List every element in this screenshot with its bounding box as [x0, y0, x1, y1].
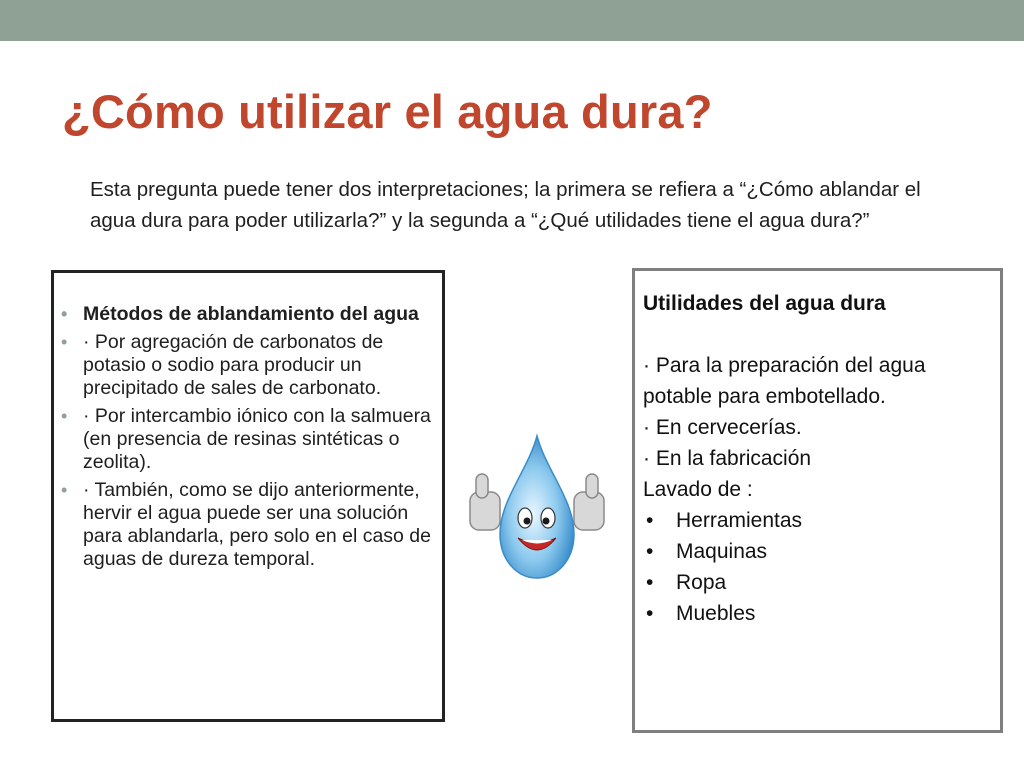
list-item: • · Por agregación de carbonatos de potasio o sodio para producir un precipitado de sales de carbonato.: [61, 331, 384, 399]
list-item: • Métodos de ablandamiento del agua: [61, 303, 419, 325]
list-item: • · También, como se dijo anteriormente, hervir el agua puede ser una solución para ablandarla, pero solo en el caso de aguas de dureza temporal.: [61, 479, 431, 570]
list-item: • · Por intercambio iónico con la salmuera (en presencia de resinas sintéticas o zeolita).: [61, 405, 431, 473]
list-item: • Muebles: [646, 602, 756, 625]
uses-line: · En la fabricación: [643, 447, 812, 470]
uses-bullets: [643, 505, 998, 629]
uses-line: · Para la preparación del agua potable para embotellado.: [643, 354, 926, 408]
slide-title: ¿Cómo utilizar el agua dura?: [62, 85, 713, 138]
uses-title: Utilidades del agua dura: [643, 292, 886, 315]
uses-content: [643, 288, 998, 629]
intro-text: Esta pregunta puede tener dos interpretaciones; la primera se refiera a “¿Cómo ablandar el agua dura para poder utilizarla?” y la segunda a “¿Qué utilidades tiene el agua dura?”: [90, 178, 921, 232]
list-item: • Maquinas: [646, 540, 768, 563]
list-item: • Herramientas: [646, 509, 803, 532]
water-drop-mascot-icon: [462, 430, 612, 585]
methods-list: [61, 303, 441, 576]
uses-line: · En cervecerías.: [643, 416, 802, 439]
uses-line: Lavado de :: [643, 478, 753, 501]
list-item: • Ropa: [646, 571, 727, 594]
top-bar: [0, 0, 1024, 41]
